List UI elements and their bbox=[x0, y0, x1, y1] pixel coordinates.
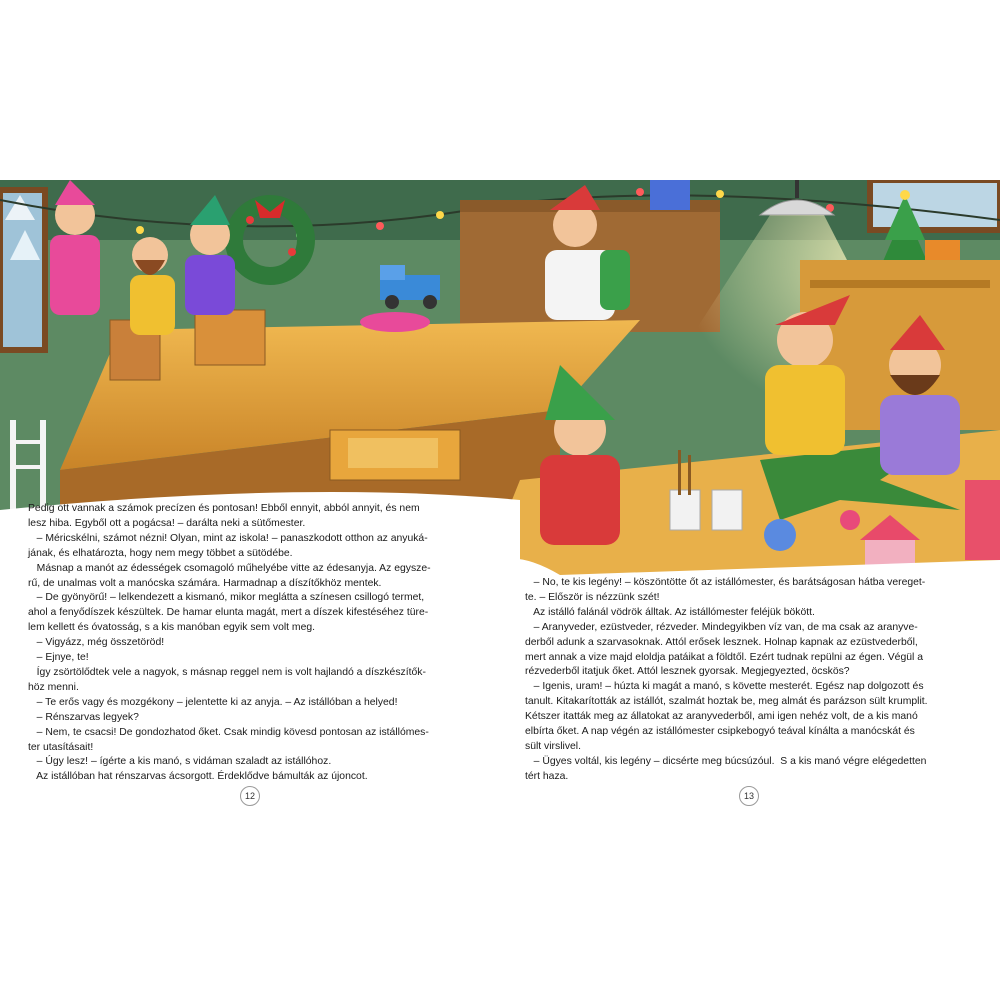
text-line: – Ügyes voltál, kis legény – dicsérte meg búcsúzóul. S a kis manó végre elégedetten bbox=[525, 755, 927, 767]
toy-car bbox=[360, 312, 430, 332]
text-line: lem kellett és óvatosság, s a kis manóban egyik sem volt meg. bbox=[28, 622, 316, 634]
text-line: – Igenis, uram! – húzta ki magát a manó, s követte mesterét. Egész nap dolgozott és bbox=[525, 681, 924, 693]
text-line: jának, és elhatározta, hogy nem megy többet a sütödébe. bbox=[28, 547, 293, 559]
text-line: tért haza. bbox=[525, 770, 569, 782]
text-line: Másnap a manót az édességek csomagoló műhelyébe vitte az édesanyja. Az egysze- bbox=[28, 562, 431, 574]
text-line: – Úgy lesz! – ígérte a kis manó, s vidáman szaladt az istállóhoz. bbox=[28, 756, 332, 768]
text-line: – Ejnye, te! bbox=[28, 652, 89, 664]
text-line: Az istállóban hat rénszarvas ácsorgott. Érdeklődve bámulták az újoncot. bbox=[28, 771, 368, 783]
window-left bbox=[0, 190, 45, 350]
book-spread bbox=[0, 180, 1000, 820]
text-line: Így zsörtölődtek vele a nagyok, s másnap reggel nem is volt hajlandó a díszkészítők- bbox=[28, 666, 426, 678]
right-page-text bbox=[525, 576, 970, 785]
text-line: lesz hiba. Egyből ott a pogácsa! – darálta neki a sütőmester. bbox=[28, 517, 306, 529]
text-line: – Te erős vagy és mozgékony – jelentette ki az anyja. – Az istállóban a helyed! bbox=[28, 696, 398, 708]
text-line: – Aranyveder, ezüstveder, rézveder. Mindegyikben víz van, de ma csak az aranyve- bbox=[525, 621, 918, 633]
text-line: te. – Először is nézzünk szét! bbox=[525, 591, 660, 603]
window-right bbox=[870, 180, 1000, 230]
text-line: – No, te kis legény! – köszöntötte őt az istállómester, és barátságosan hátba vereget- bbox=[525, 577, 926, 588]
text-line: rű, de unalmas volt a manócska számára. Harmadnap a díszítőkhöz mentek. bbox=[28, 577, 382, 589]
text-line: rézvederből itatjuk őket. Attól lesznek gyorsak. Megjegyezted, öcskös? bbox=[525, 666, 850, 678]
text-line: – Rénszarvas legyek? bbox=[28, 711, 139, 723]
gift-box bbox=[965, 480, 1000, 560]
text-line: ter utasításait! bbox=[28, 741, 94, 753]
text-line: Kétszer itatták meg az állatokat az aranyvederből, ami igen nehéz volt, de a kis manó bbox=[525, 711, 918, 723]
text-line: – De gyönyörű! – lelkendezett a kismanó, mikor meglátta a színesen csillogó termet, bbox=[28, 592, 425, 604]
text-line: – Vigyázz, még összetöröd! bbox=[28, 637, 165, 649]
text-line: sült virslivel. bbox=[525, 740, 582, 752]
text-line: tanult. Kitakarították az istállót, szalmát hoztak be, meg almát és parázson sült krumplit. bbox=[525, 696, 928, 708]
page-number-right: 13 bbox=[739, 786, 759, 806]
text-line: elbírta őket. A nap végén az istállómester csipkebogyó teával kínálta a manócskát és bbox=[525, 726, 915, 738]
left-page-text bbox=[28, 502, 473, 785]
text-line: – Méricskélni, számot nézni! Olyan, mint az iskola! – panaszkodott otthon az anyuká- bbox=[28, 532, 428, 544]
text-line: mert annak a vize majd eloldja patáikat a földtől. Ezért tudnak repülni az égen. Végül a bbox=[525, 651, 923, 663]
text-line: Az istálló falánál vödrök álltak. Az istállómester feléjük bökött. bbox=[525, 606, 815, 618]
text-line: ahol a fenyődíszek készültek. De hamar elunta magát, mert a díszek kifestéséhez türe- bbox=[28, 607, 429, 619]
text-line: – Nem, te csacsi! De gondozhatod őket. Csak mindig kövesd pontosan az istállómes- bbox=[28, 726, 429, 738]
text-line: höz menni. bbox=[28, 681, 79, 693]
text-line: Pedig ott vannak a számok precízen és pontosan! Ebből ennyit, abból annyit, és nem bbox=[28, 503, 420, 514]
page-number-left: 12 bbox=[240, 786, 260, 806]
text-line: derből adunk a szarvasoknak. Attól erősek lesznek. Holnap kapnak az ezüstvederből, bbox=[525, 636, 918, 648]
